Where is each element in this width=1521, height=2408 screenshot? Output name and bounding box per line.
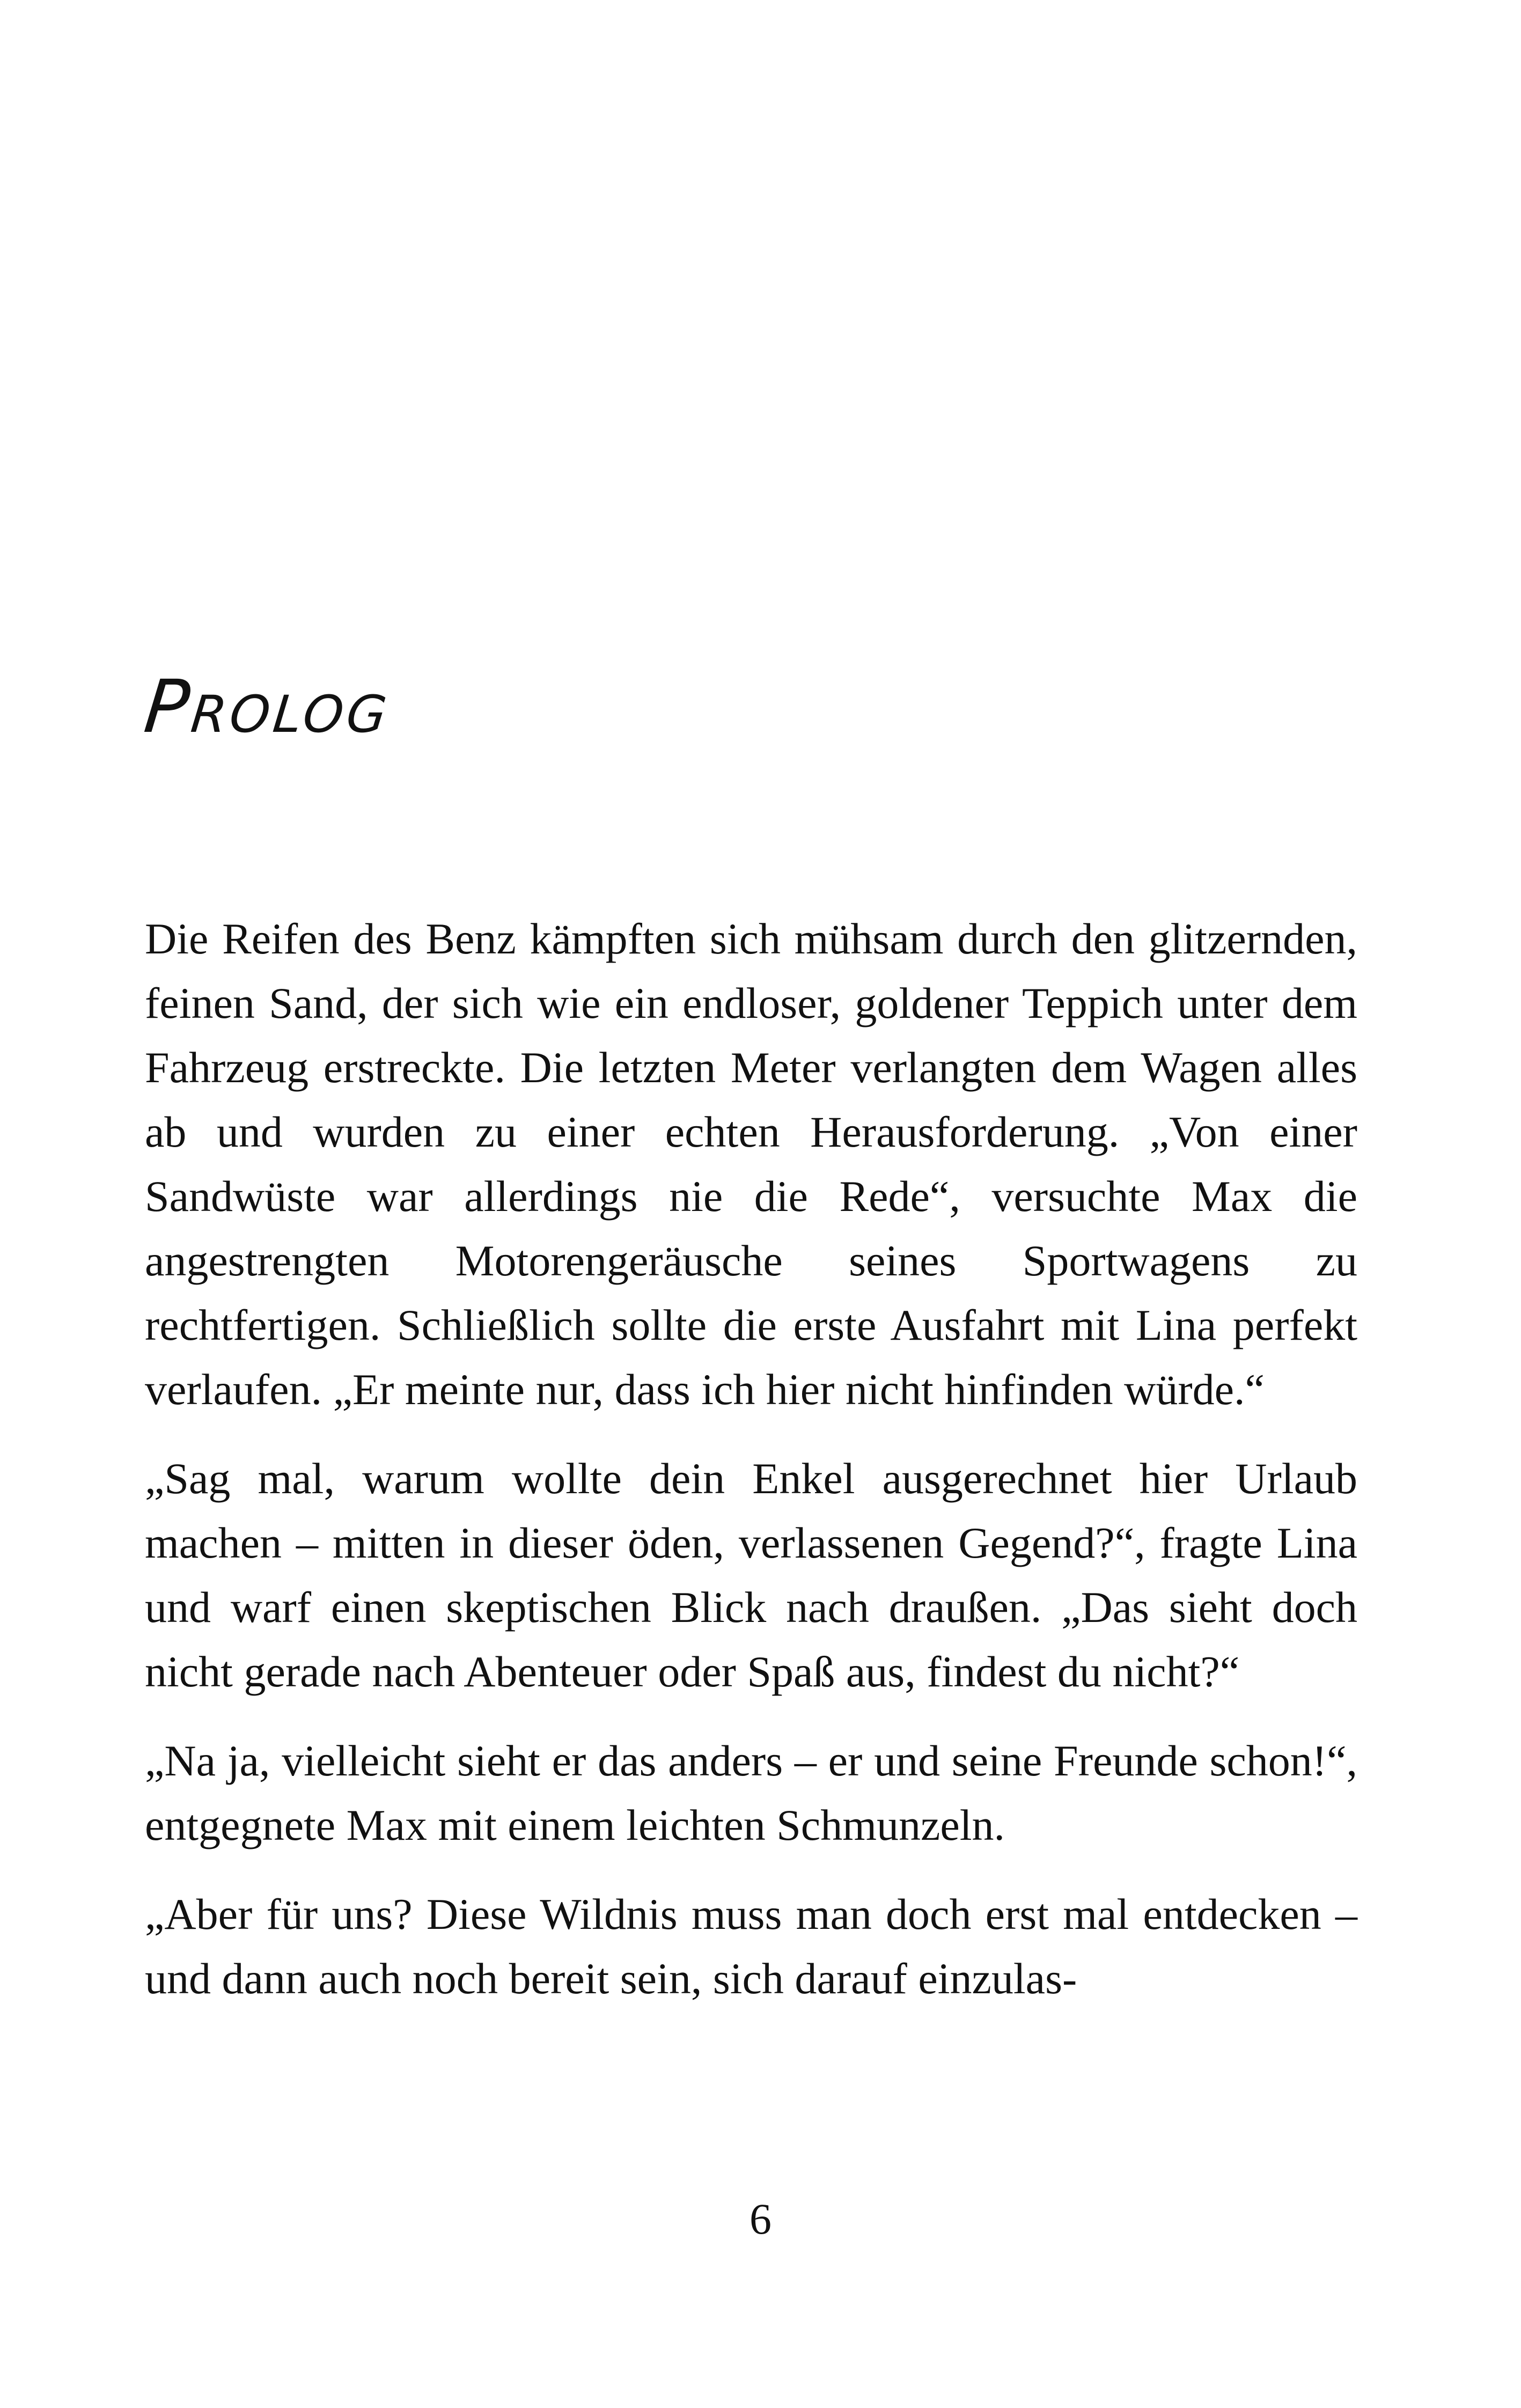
page-number: 6 xyxy=(750,2194,771,2243)
chapter-title: Prolog xyxy=(140,665,395,750)
paragraph-1: Die Reifen des Benz kämpften sich mühsam durch den glitzernden, feinen Sand, der sich wie ein endloser, goldener Teppich unter dem Fahrzeug erstreckte. Die letzten Meter verlangten dem Wagen alles ab und wurden zu einer echten Herausforderung. „Von einer Sandwüste war allerdings nie die Rede“, versuchte Max die angestrengten Motorengeräusche seines Sportwagens zu rechtfertigen. Schließlich sollte die erste Ausfahrt mit Lina perfekt verlaufen. „Er meinte nur, dass ich hier nicht hinfinden würde.“ xyxy=(145,914,1357,1414)
paragraph-2: „Sag mal, warum wollte dein Enkel ausgerechnet hier Urlaub machen – mitten in dieser öden, verlassenen Gegend?“, fragte Lina und warf einen skeptischen Blick nach draußen. „Das sieht doch nicht gerade nach Abenteuer oder Spaß aus, findest du nicht?“ xyxy=(145,1454,1357,1696)
paragraph-4: „Aber für uns? Diese Wildnis muss man doch erst mal entdecken – und dann auch noch bereit sein, sich darauf einzulas- xyxy=(145,1890,1357,2003)
paragraph-3: „Na ja, vielleicht sieht er das anders – er und seine Freunde schon!“, entgegnete Max mit einem leichten Schmunzeln. xyxy=(145,1736,1357,1849)
chapter-body xyxy=(145,907,1357,2036)
